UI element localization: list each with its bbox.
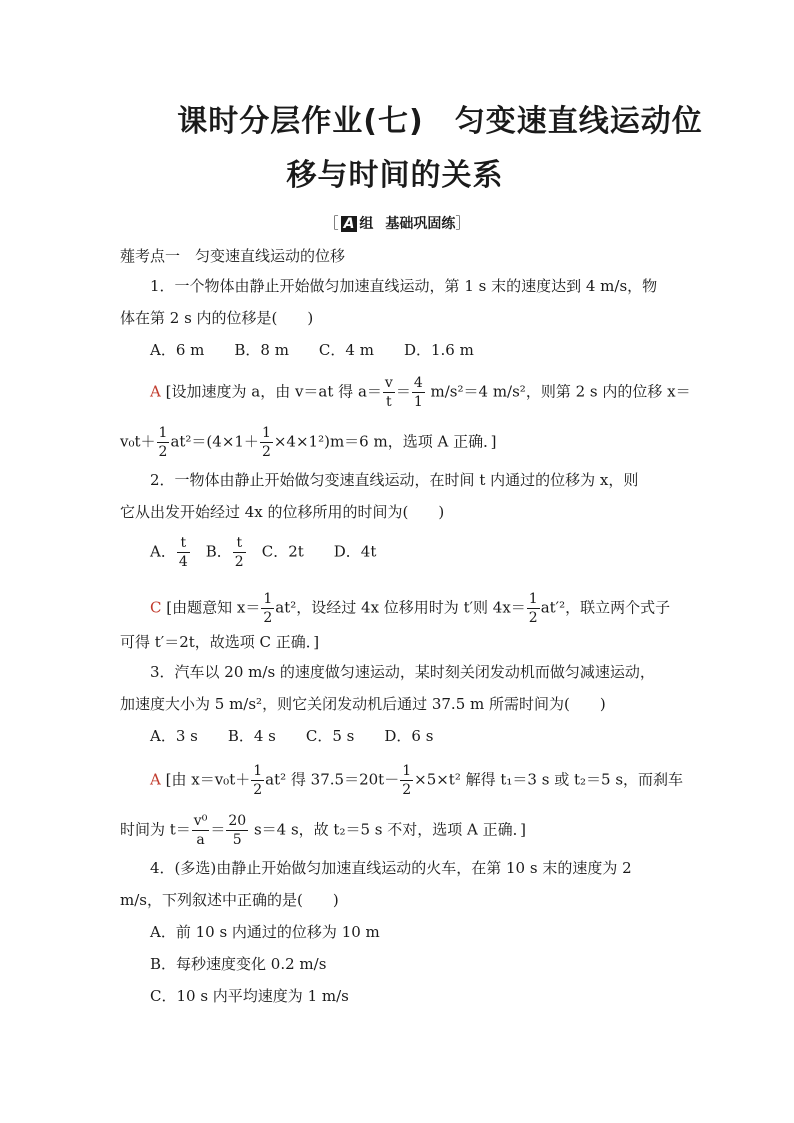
q2-solution-part-a: [由题意知 x＝ [166,598,261,617]
q4-option-c: C．10 s 内平均速度为 1 m/s [150,987,349,1005]
frac-num: 1 [158,425,168,441]
q3-answer-letter: A [150,770,161,789]
fraction-1-over-2 [400,762,413,799]
q2-option-a-label: A． [150,542,176,561]
q3-solution-part-d: 时间为 t＝ [120,820,191,839]
topic-heading: 薤考点一 匀变速直线运动的位移 [120,247,346,265]
frac-num: 4 [413,375,423,391]
fraction-1-over-2 [527,590,540,627]
frac-den: 2 [528,610,538,626]
fraction-1-over-2 [157,424,170,461]
q3-stem-line1: 3．汽车以 20 m/s 的速度做匀速运动，某时刻关闭发动机而做匀减速运动， [150,663,655,681]
q2-solution-part-c: at′²，联立两个式子 [540,598,671,617]
q1-solution-part-b: m/s²＝4 m/s²，则第 2 s 内的位移 x＝ [430,382,691,401]
q4-option-b: B．每秒速度变化 0.2 m/s [150,955,327,973]
fraction-t-over-4 [177,534,190,571]
fraction-1-over-2 [260,424,273,461]
page-title-line1: 课时分层作业(七) 匀变速直线运动位 [177,104,703,139]
frac-num: 1 [261,425,271,441]
frac-num: 1 [402,763,412,779]
frac-den: 2 [253,782,263,798]
frac-den: 2 [261,444,271,460]
q2-options [150,534,710,571]
frac-den: 2 [234,554,244,570]
frac-den: 2 [263,610,273,626]
q1-solution-part-c: v₀t＋ [120,432,156,451]
fraction-v-over-t [383,374,395,411]
q4-option-a: A．前 10 s 内通过的位移为 10 m [150,923,380,941]
fraction-4-over-1 [412,374,425,411]
frac-num: 1 [253,763,263,779]
q2-solution-line1 [150,590,710,627]
fraction-1-over-2 [251,762,264,799]
q1-solution-line2 [120,424,680,461]
q2-solution-line2: 可得 t′＝2t，故选项 C 正确．] [120,633,320,651]
q3-solution-part-e: ＝ [210,820,226,839]
q1-answer-letter: A [150,382,161,401]
bracket-close: ］ [455,214,471,232]
q3-solution-part-f: s＝4 s，故 t₂＝5 s 不对，选项 A 正确．] [253,820,526,839]
q3-options: A．3 s B．4 s C．5 s D．6 s [150,727,434,745]
q3-stem-line2: 加速度大小为 5 m/s²，则它关闭发动机后通过 37.5 m 所需时间为( ) [120,695,606,713]
q4-stem-line2: m/s，下列叙述中正确的是( ) [120,891,339,909]
frac-den: 4 [178,554,188,570]
frac-num: t [177,534,190,553]
group-label: 组 [359,216,374,232]
frac-num: 1 [263,591,273,607]
page-title-line2: 移与时间的关系 [286,158,504,193]
q1-solution-part-d: at²＝(4×1＋ [170,432,259,451]
frac-den: 2 [402,782,412,798]
fraction-1-over-2 [261,590,274,627]
q1-options: A．6 m B．8 m C．4 m D．1.6 m [150,341,474,359]
fraction-20-over-5 [226,812,248,849]
bracket-open: ［ [323,214,339,232]
frac-num: v⁰ [193,813,208,829]
q1-solution-line1: A [设加速度为 a，由 v＝at 得 a＝ $\frac{v}{t}$ ＝ $\frac{4}{1}$ m/s²＝4 m/s²，则第 2 s 内的位移 x＝ [150,375,691,410]
q3-solution-line2 [120,812,680,849]
q2-option-b-label: B． [190,542,232,561]
q2-answer-letter: C [150,598,162,617]
q2-stem-line2: 它从出发开始经过 4x 的位移所用的时间为( ) [120,503,445,521]
section-tag [0,212,794,233]
q2-option-cd: C．2t D．4t [246,542,377,561]
q1-stem-line1: 1．一个物体由静止开始做匀加速直线运动，第 1 s 末的速度达到 4 m/s，物 [150,277,658,295]
frac-num: 20 [228,813,247,829]
frac-num: v [384,375,393,391]
q2-solution-part-b: at²，设经过 4x 位移用时为 t′则 4x＝ [275,598,526,617]
q3-solution-part-a: [由 x＝v₀t＋ [165,770,251,789]
frac-num: 1 [528,591,538,607]
q3-solution-part-c: ×5×t² 解得 t₁＝3 s 或 t₂＝5 s，而刹车 [414,770,684,789]
q4-stem-line1: 4．(多选)由静止开始做匀加速直线运动的火车，在第 10 s 末的速度为 2 [150,859,632,877]
frac-num: t [233,534,246,553]
frac-den: 5 [232,832,242,848]
fraction-t-over-2 [233,534,246,571]
fraction-v0-over-a [192,812,210,849]
q1-solution-part-a: [设加速度为 a，由 v＝at 得 a＝ [165,382,382,401]
q3-solution-part-b: at² 得 37.5＝20t－ [265,770,400,789]
q1-solution-part-e: ×4×1²)m＝6 m，选项 A 正确．] [273,432,497,451]
section-name: 基础巩固练 [385,216,456,232]
q1-stem-line2: 体在第 2 s 内的位移是( ) [120,309,314,327]
frac-den: a [196,832,205,848]
q2-stem-line1: 2．一物体由静止开始做匀变速直线运动，在时间 t 内通过的位移为 x，则 [150,471,639,489]
frac-den: 1 [413,394,423,410]
group-badge: A [341,216,358,232]
q3-solution-line1 [150,762,710,799]
frac-den: 2 [158,444,168,460]
frac-den: t [386,394,392,410]
